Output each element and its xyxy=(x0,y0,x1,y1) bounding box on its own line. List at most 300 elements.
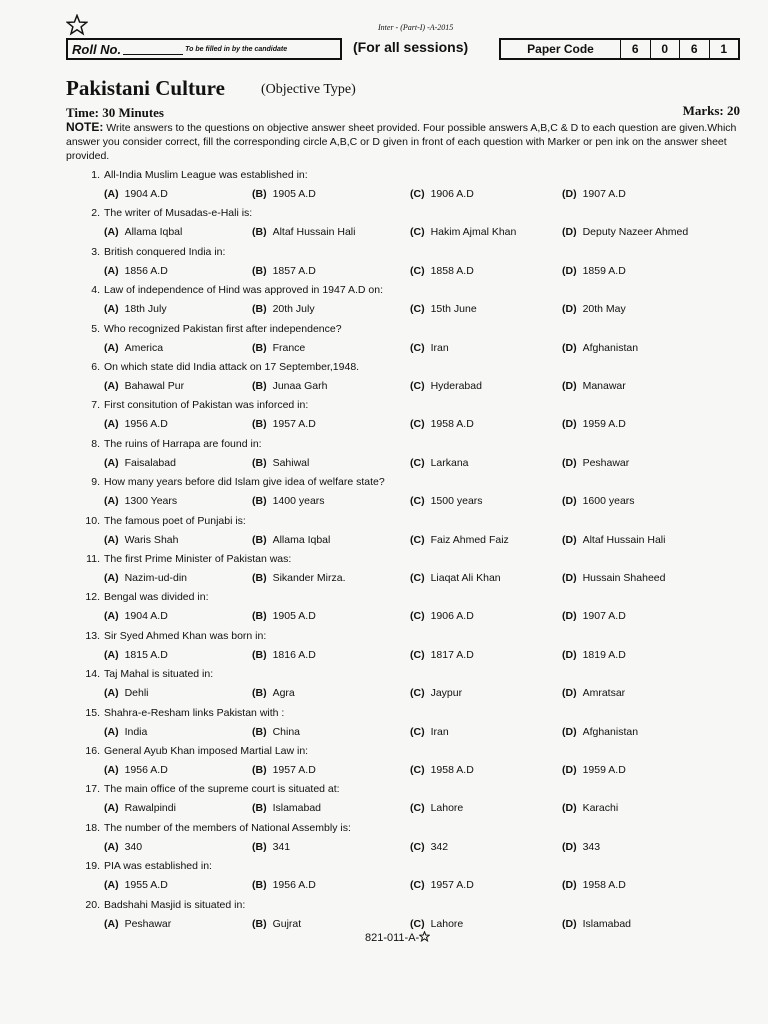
option-letter: (D) xyxy=(562,572,577,584)
option-text: Waris Shah xyxy=(124,533,179,546)
option-letter: (A) xyxy=(104,764,119,776)
option-text: China xyxy=(272,725,301,738)
answer-option xyxy=(104,226,182,238)
answer-option xyxy=(562,572,665,584)
option-text: 1907 A.D xyxy=(582,610,626,623)
roll-number-field[interactable] xyxy=(123,44,183,55)
question-text: Who recognized Pakistan first after independence? xyxy=(104,322,342,335)
option-letter: (B) xyxy=(252,226,267,239)
option-letter: (D) xyxy=(562,418,577,431)
option-letter: (A) xyxy=(104,188,119,200)
question-text: General Ayub Khan imposed Martial Law in: xyxy=(104,745,309,757)
option-text: Liaqat Ali Khan xyxy=(430,572,501,584)
option-letter: (C) xyxy=(410,456,425,469)
sessions-label: (For all sessions) xyxy=(353,39,469,55)
answer-option xyxy=(562,610,626,622)
answer-option xyxy=(104,303,167,315)
option-text: 1905 A.D xyxy=(272,188,316,200)
answer-option xyxy=(104,764,168,776)
answer-option xyxy=(410,572,501,584)
option-text: Islamabad xyxy=(272,802,322,815)
option-letter: (D) xyxy=(562,764,577,776)
option-letter: (C) xyxy=(410,879,425,892)
option-letter: (D) xyxy=(562,840,577,853)
option-text: 1955 A.D xyxy=(124,879,168,892)
option-letter: (C) xyxy=(410,264,425,277)
answer-option xyxy=(104,802,176,814)
answer-option xyxy=(410,726,449,738)
answer-option xyxy=(252,380,327,392)
option-letter: (D) xyxy=(562,802,577,815)
option-text: 1858 A.D xyxy=(430,264,474,277)
option-letter: (A) xyxy=(104,303,119,316)
option-text: America xyxy=(124,341,164,354)
question-text: British conquered India in: xyxy=(104,245,226,258)
option-text: India xyxy=(124,725,148,738)
answer-option xyxy=(252,418,316,430)
question-number: 5. xyxy=(91,322,100,335)
option-text: 1857 A.D xyxy=(272,264,316,277)
option-text: Allama Iqbal xyxy=(124,226,183,239)
option-letter: (D) xyxy=(562,341,577,354)
question-text: On which state did India attack on 17 September,1948. xyxy=(104,361,360,373)
answer-option xyxy=(562,265,626,277)
option-text: 20th May xyxy=(582,303,626,316)
paper-code-box xyxy=(499,38,740,60)
answer-option xyxy=(252,188,316,200)
option-text: 1959 A.D xyxy=(582,418,626,431)
option-letter: (C) xyxy=(410,840,425,853)
answer-option xyxy=(562,649,626,661)
option-letter: (A) xyxy=(104,610,119,623)
option-text: 1300 Years xyxy=(124,495,178,508)
question-number: 20. xyxy=(85,898,100,911)
option-text: 1906 A.D xyxy=(430,188,474,200)
option-letter: (B) xyxy=(252,456,267,469)
exam-header: Inter - (Part-I) -A-2015 xyxy=(378,23,454,32)
option-letter: (D) xyxy=(562,264,577,277)
option-letter: (A) xyxy=(104,687,119,700)
paper-code-digit: 0 xyxy=(651,40,681,58)
answer-option xyxy=(252,495,325,507)
question-stem xyxy=(78,246,748,258)
option-text: 1819 A.D xyxy=(582,648,626,661)
instructions-note xyxy=(66,120,742,163)
question-number: 7. xyxy=(91,399,100,412)
answer-option xyxy=(410,649,474,661)
option-letter: (C) xyxy=(410,648,425,661)
answer-option xyxy=(562,726,638,738)
answer-option xyxy=(252,572,346,584)
option-letter: (C) xyxy=(410,572,425,584)
answer-option xyxy=(562,879,626,891)
answer-option xyxy=(562,226,688,238)
option-letter: (A) xyxy=(104,879,119,892)
option-text: Hakim Ajmal Khan xyxy=(430,226,517,239)
option-letter: (D) xyxy=(562,879,577,892)
option-text: Hyderabad xyxy=(430,380,482,392)
option-letter: (A) xyxy=(104,380,119,392)
answer-option xyxy=(410,457,469,469)
question-stem xyxy=(78,438,748,450)
option-text: 1904 A.D xyxy=(124,610,168,623)
answer-option xyxy=(104,188,168,200)
question-stem xyxy=(78,822,748,834)
question-number: 3. xyxy=(91,245,100,258)
question-text: PIA was established in: xyxy=(104,860,212,873)
question-stem xyxy=(78,399,748,411)
paper-code-label: Paper Code xyxy=(501,40,621,58)
paper-footer xyxy=(365,931,430,944)
note-label: NOTE: xyxy=(66,120,104,134)
option-letter: (D) xyxy=(562,725,577,738)
option-text: 1957 A.D xyxy=(272,418,316,431)
option-text: Iran xyxy=(430,725,449,738)
option-text: 1957 A.D xyxy=(272,764,316,776)
answer-option xyxy=(562,418,626,430)
answer-option xyxy=(410,188,474,200)
option-letter: (C) xyxy=(410,418,425,431)
option-text: 340 xyxy=(124,840,143,853)
answer-option xyxy=(562,457,629,469)
question-text: Bengal was divided in: xyxy=(104,591,209,604)
option-text: 1907 A.D xyxy=(582,188,626,200)
answer-option xyxy=(104,418,168,430)
question-text: The ruins of Harrapa are found in: xyxy=(104,437,262,450)
question-number: 11. xyxy=(86,553,100,565)
star-icon xyxy=(419,931,430,942)
answer-option xyxy=(410,610,474,622)
answer-option xyxy=(252,764,316,776)
option-text: 1958 A.D xyxy=(582,879,626,892)
option-text: 341 xyxy=(272,840,291,853)
question-stem xyxy=(78,284,748,296)
option-letter: (C) xyxy=(410,188,425,200)
option-text: Altaf Hussain Hali xyxy=(272,226,356,239)
answer-option xyxy=(410,534,509,546)
answer-option xyxy=(410,303,477,315)
option-letter: (D) xyxy=(562,495,577,508)
option-text: Faisalabad xyxy=(124,456,176,469)
option-letter: (D) xyxy=(562,533,577,546)
option-letter: (C) xyxy=(410,725,425,738)
option-letter: (B) xyxy=(252,879,267,892)
option-letter: (B) xyxy=(252,264,267,277)
option-letter: (A) xyxy=(104,264,119,277)
option-text: Bahawal Pur xyxy=(124,380,185,392)
answer-option xyxy=(410,226,516,238)
option-letter: (D) xyxy=(562,917,577,930)
question-stem xyxy=(78,745,748,757)
question-text: All-India Muslim League was established in: xyxy=(104,169,308,181)
option-text: 1959 A.D xyxy=(582,764,626,776)
answer-option xyxy=(252,342,305,354)
option-text: Amratsar xyxy=(582,687,626,700)
option-letter: (D) xyxy=(562,380,577,392)
option-letter: (B) xyxy=(252,725,267,738)
question-stem xyxy=(78,630,748,642)
answer-option xyxy=(410,342,449,354)
answer-option xyxy=(562,841,600,853)
answer-option xyxy=(562,495,635,507)
answer-option xyxy=(562,764,626,776)
question-stem xyxy=(78,361,748,373)
answer-option xyxy=(410,495,483,507)
option-text: Gujrat xyxy=(272,917,302,930)
answer-option xyxy=(104,879,168,891)
answer-option xyxy=(562,802,618,814)
question-text: Taj Mahal is situated in: xyxy=(104,668,214,681)
answer-option xyxy=(104,495,177,507)
header-bar xyxy=(66,38,740,60)
question-stem xyxy=(78,169,748,181)
answer-option xyxy=(104,572,187,584)
option-text: 15th June xyxy=(430,303,477,316)
option-letter: (C) xyxy=(410,341,425,354)
option-letter: (D) xyxy=(562,456,577,469)
answer-option xyxy=(562,342,638,354)
answer-option xyxy=(104,841,142,853)
answer-option xyxy=(410,802,463,814)
option-text: 18th July xyxy=(124,303,167,316)
question-number: 12. xyxy=(85,591,100,604)
question-number: 17. xyxy=(85,783,100,796)
answer-option xyxy=(410,380,482,392)
option-letter: (C) xyxy=(410,226,425,239)
answer-option xyxy=(252,265,316,277)
question-number: 8. xyxy=(91,437,100,450)
option-text: Peshawar xyxy=(124,917,172,930)
option-letter: (B) xyxy=(252,572,267,584)
answer-option xyxy=(104,610,168,622)
answer-option xyxy=(252,841,290,853)
answer-option xyxy=(104,649,168,661)
question-text: The writer of Musadas-e-Hali is: xyxy=(104,207,253,220)
question-text: The first Prime Minister of Pakistan was: xyxy=(104,553,292,565)
roll-number-label: Roll No. xyxy=(72,41,122,57)
question-text: The main office of the supreme court is situated at: xyxy=(104,783,340,796)
option-text: Afghanistan xyxy=(582,725,639,738)
question-text: How many years before did Islam give idea of welfare state? xyxy=(104,476,385,489)
option-text: 1958 A.D xyxy=(430,418,474,431)
option-letter: (B) xyxy=(252,610,267,623)
answer-option xyxy=(562,918,631,930)
question-stem xyxy=(78,476,748,488)
option-letter: (C) xyxy=(410,533,425,546)
answer-option xyxy=(410,841,448,853)
answer-option xyxy=(252,918,301,930)
option-letter: (B) xyxy=(252,380,267,392)
option-letter: (B) xyxy=(252,341,267,354)
option-text: 1600 years xyxy=(582,495,635,508)
answer-option xyxy=(104,534,178,546)
question-text: Law of independence of Hind was approved in 1947 A.D on: xyxy=(104,284,384,297)
option-letter: (C) xyxy=(410,764,425,776)
paper-code-digit: 6 xyxy=(621,40,651,58)
question-text: Sir Syed Ahmed Khan was born in: xyxy=(104,629,267,642)
option-text: 1816 A.D xyxy=(272,648,316,661)
subject-title: Pakistani Culture xyxy=(66,76,225,100)
option-text: 1957 A.D xyxy=(430,879,474,892)
note-text: Write answers to the questions on objective answer sheet provided. Four possible answers A,B,C & D to each question are given.Which answer you consider correct, fill the corresponding circle A,B,C or D given in front of each question with Marker or pen ink on the answer sheet provided. xyxy=(66,122,737,162)
answer-option xyxy=(104,687,149,699)
option-text: 1958 A.D xyxy=(430,764,474,776)
marks-label: Marks: 20 xyxy=(682,103,740,118)
question-stem xyxy=(78,323,748,335)
question-stem xyxy=(78,899,748,911)
option-letter: (C) xyxy=(410,917,425,930)
question-text: Shahra-e-Resham links Pakistan with : xyxy=(104,706,285,719)
question-stem xyxy=(78,707,748,719)
answer-option xyxy=(252,726,300,738)
question-number: 16. xyxy=(85,745,100,757)
question-number: 9. xyxy=(91,476,100,489)
option-letter: (B) xyxy=(252,533,267,546)
question-number: 14. xyxy=(85,668,100,681)
option-text: 1859 A.D xyxy=(582,264,626,277)
option-text: 1817 A.D xyxy=(430,648,474,661)
question-stem xyxy=(78,668,748,680)
option-text: Sikander Mirza. xyxy=(272,572,346,584)
option-letter: (A) xyxy=(104,917,119,930)
answer-option xyxy=(252,879,316,891)
question-stem xyxy=(78,553,748,565)
option-letter: (A) xyxy=(104,572,119,584)
option-text: Afghanistan xyxy=(582,341,639,354)
option-text: 20th July xyxy=(272,303,315,316)
question-text: First consitution of Pakistan was inforced in: xyxy=(104,399,309,412)
option-letter: (A) xyxy=(104,648,119,661)
option-text: 1400 years xyxy=(272,495,325,508)
paper-code-digit: 1 xyxy=(720,42,728,56)
answer-option xyxy=(562,380,626,392)
question-number: 4. xyxy=(91,284,100,297)
question-text: The number of the members of National Assembly is: xyxy=(104,821,351,834)
option-text: Peshawar xyxy=(582,456,630,469)
option-letter: (C) xyxy=(410,303,425,316)
option-text: Islamabad xyxy=(582,917,632,930)
answer-option xyxy=(410,687,462,699)
answer-option xyxy=(562,188,626,200)
option-text: 1956 A.D xyxy=(124,764,168,776)
option-letter: (A) xyxy=(104,802,119,815)
answer-option xyxy=(252,802,321,814)
answer-option xyxy=(252,534,330,546)
answer-option xyxy=(104,342,163,354)
answer-option xyxy=(410,918,463,930)
question-number: 10. xyxy=(85,514,100,527)
subject-type: (Objective Type) xyxy=(261,82,356,97)
option-text: Larkana xyxy=(430,456,469,469)
option-letter: (B) xyxy=(252,687,267,700)
answer-option xyxy=(104,380,184,392)
option-text: 1905 A.D xyxy=(272,610,316,623)
paper-code-digit: 6 xyxy=(680,40,710,58)
option-letter: (C) xyxy=(410,610,425,623)
option-letter: (D) xyxy=(562,648,577,661)
option-text: Lahore xyxy=(430,802,464,815)
answer-option xyxy=(252,303,315,315)
answer-option xyxy=(410,764,474,776)
option-text: Karachi xyxy=(582,802,619,815)
roll-number-box xyxy=(66,38,342,60)
option-letter: (A) xyxy=(104,840,119,853)
answer-option xyxy=(252,649,316,661)
option-letter: (B) xyxy=(252,648,267,661)
question-stem xyxy=(78,783,748,795)
option-text: 1815 A.D xyxy=(124,648,168,661)
question-number: 18. xyxy=(85,821,100,834)
question-number: 13. xyxy=(85,629,100,642)
option-text: 1906 A.D xyxy=(430,610,474,623)
roll-number-note: To be filled in by the candidate xyxy=(185,45,288,53)
option-letter: (C) xyxy=(410,495,425,508)
answer-option xyxy=(252,610,316,622)
option-letter: (D) xyxy=(562,687,577,700)
option-letter: (B) xyxy=(252,188,267,200)
option-letter: (B) xyxy=(252,764,267,776)
question-number: 19. xyxy=(85,860,100,873)
option-text: Dehli xyxy=(124,687,149,700)
option-letter: (A) xyxy=(104,533,119,546)
option-letter: (A) xyxy=(104,226,119,239)
option-text: Deputy Nazeer Ahmed xyxy=(582,226,689,239)
option-text: 1956 A.D xyxy=(124,418,168,431)
option-letter: (C) xyxy=(410,687,425,700)
option-text: Agra xyxy=(272,687,295,700)
option-text: Manawar xyxy=(582,380,626,392)
option-letter: (A) xyxy=(104,341,119,354)
answer-option xyxy=(410,418,474,430)
option-letter: (B) xyxy=(252,802,267,815)
option-text: Sahiwal xyxy=(272,456,310,469)
question-text: Badshahi Masjid is situated in: xyxy=(104,898,246,911)
option-letter: (D) xyxy=(562,226,577,239)
answer-option xyxy=(252,226,355,238)
question-stem xyxy=(78,591,748,603)
option-letter: (C) xyxy=(410,802,425,815)
question-stem xyxy=(78,860,748,872)
option-text: Lahore xyxy=(430,917,464,930)
option-text: 1500 years xyxy=(430,495,483,508)
option-letter: (C) xyxy=(410,380,425,392)
option-letter: (B) xyxy=(252,495,267,508)
option-letter: (D) xyxy=(562,303,577,316)
option-text: 343 xyxy=(582,840,601,853)
answer-option xyxy=(252,457,309,469)
option-text: Rawalpindi xyxy=(124,802,176,815)
answer-option xyxy=(562,534,665,546)
answer-option xyxy=(104,457,176,469)
question-stem xyxy=(78,515,748,527)
option-letter: (D) xyxy=(562,188,577,200)
option-text: Faiz Ahmed Faiz xyxy=(430,533,509,546)
option-letter: (D) xyxy=(562,610,577,623)
option-text: 342 xyxy=(430,840,449,853)
option-letter: (A) xyxy=(104,495,119,508)
option-text: Nazim-ud-din xyxy=(124,572,188,584)
option-letter: (B) xyxy=(252,418,267,431)
answer-option xyxy=(104,918,171,930)
option-letter: (A) xyxy=(104,725,119,738)
option-text: Allama Iqbal xyxy=(272,533,331,546)
option-letter: (A) xyxy=(104,418,119,431)
answer-option xyxy=(104,726,147,738)
option-text: Altaf Hussain Hali xyxy=(582,533,666,546)
option-text: Jaypur xyxy=(430,687,463,700)
question-number: 6. xyxy=(91,361,100,373)
option-text: Hussain Shaheed xyxy=(582,572,666,584)
